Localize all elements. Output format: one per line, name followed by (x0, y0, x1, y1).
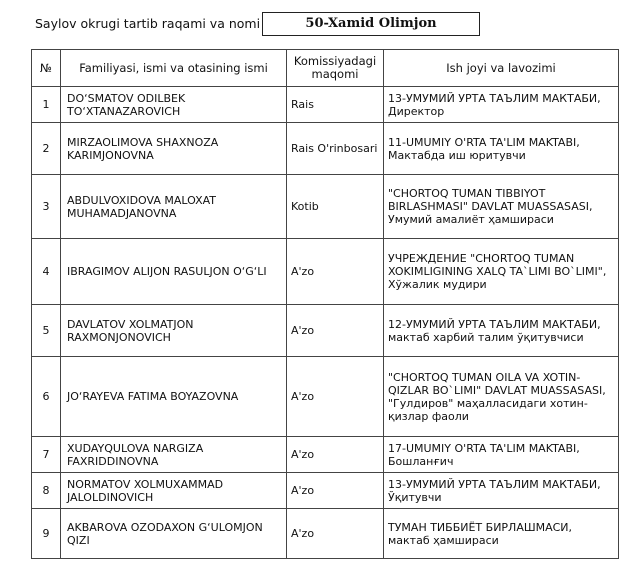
member-name: DO‘SMATOV ODILBEK TO‘XTANAZAROVICH (61, 87, 287, 123)
row-number: 7 (32, 437, 61, 473)
member-workplace: ТУМАН ТИББИЁТ БИРЛАШМАСИ, мактаб ҳамшираси (384, 509, 619, 559)
member-workplace: "CHORTOQ TUMAN OILA VA XOTIN-QIZLAR BO`LIMI" DAVLAT MUASSASASI, "Гулдиров" маҳалласидаги хотин-қизлар фаоли (384, 357, 619, 437)
district-label: Saylov okrugi tartib raqami va nomi (35, 16, 261, 31)
table-header-row (32, 50, 619, 87)
member-name: MIRZAOLIMOVA SHAXNOZA KARIMJONOVNA (61, 123, 287, 175)
commission-table (31, 49, 619, 559)
member-role: Rais O'rinbosari (287, 123, 384, 175)
table-row (32, 305, 619, 357)
column-header-fullname: Familiyasi, ismi va otasining ismi (61, 50, 287, 87)
member-workplace: 13-УМУМИЙ УРТА ТАЪЛИМ МАКТАБИ, Ўқитувчи (384, 473, 619, 509)
member-workplace: УЧРЕЖДЕНИЕ "CHORTOQ TUMAN XOKIMLIGINING XALQ TA`LIMI BO`LIMI", Хўжалик мудири (384, 239, 619, 305)
row-number: 5 (32, 305, 61, 357)
member-name: XUDAYQULOVA NARGIZA FAXRIDDINOVNA (61, 437, 287, 473)
member-name: ABDULVOXIDOVA MALOXAT MUHAMADJANOVNA (61, 175, 287, 239)
member-role: A'zo (287, 473, 384, 509)
member-role: A'zo (287, 437, 384, 473)
member-workplace: 11-UMUMIY O'RTA TA'LIM MAKTABI, Мактабда иш юритувчи (384, 123, 619, 175)
member-name: DAVLATOV XOLMATJON RAXMONJONOVICH (61, 305, 287, 357)
row-number: 3 (32, 175, 61, 239)
district-name-box: 50-Xamid Olimjon (262, 12, 480, 36)
row-number: 6 (32, 357, 61, 437)
row-number: 8 (32, 473, 61, 509)
table-row (32, 357, 619, 437)
table-row (32, 175, 619, 239)
column-header-number: № (32, 50, 61, 87)
table-row (32, 473, 619, 509)
member-role: Rais (287, 87, 384, 123)
member-role: A'zo (287, 305, 384, 357)
row-number: 2 (32, 123, 61, 175)
member-role: A'zo (287, 357, 384, 437)
member-name: AKBAROVA OZODAXON G‘ULOMJON QIZI (61, 509, 287, 559)
member-role: A'zo (287, 509, 384, 559)
column-header-status: Komissiyadagi maqomi (287, 50, 384, 87)
column-header-workplace: Ish joyi va lavozimi (384, 50, 619, 87)
member-workplace: 13-УМУМИЙ УРТА ТАЪЛИМ МАКТАБИ, Директор (384, 87, 619, 123)
member-name: NORMATOV XOLMUXAMMAD JALOLDINOVICH (61, 473, 287, 509)
member-role: Kotib (287, 175, 384, 239)
member-workplace: 12-УМУМИЙ УРТА ТАЪЛИМ МАКТАБИ, мактаб харбий талим ўқитувчиси (384, 305, 619, 357)
member-name: JO‘RAYEVA FATIMA BOYAZOVNA (61, 357, 287, 437)
member-workplace: 17-UMUMIY O'RTA TA'LIM MAKTABI, Бошланғич (384, 437, 619, 473)
member-name: IBRAGIMOV ALIJON RASULJON O‘G‘LI (61, 239, 287, 305)
table-row (32, 239, 619, 305)
table-row (32, 87, 619, 123)
table-row (32, 509, 619, 559)
table-row (32, 123, 619, 175)
member-role: A'zo (287, 239, 384, 305)
row-number: 4 (32, 239, 61, 305)
table-row (32, 437, 619, 473)
row-number: 1 (32, 87, 61, 123)
member-workplace: "CHORTOQ TUMAN TIBBIYOT BIRLASHMASI" DAVLAT MUASSASASI, Умумий амалиёт ҳамшираси (384, 175, 619, 239)
row-number: 9 (32, 509, 61, 559)
